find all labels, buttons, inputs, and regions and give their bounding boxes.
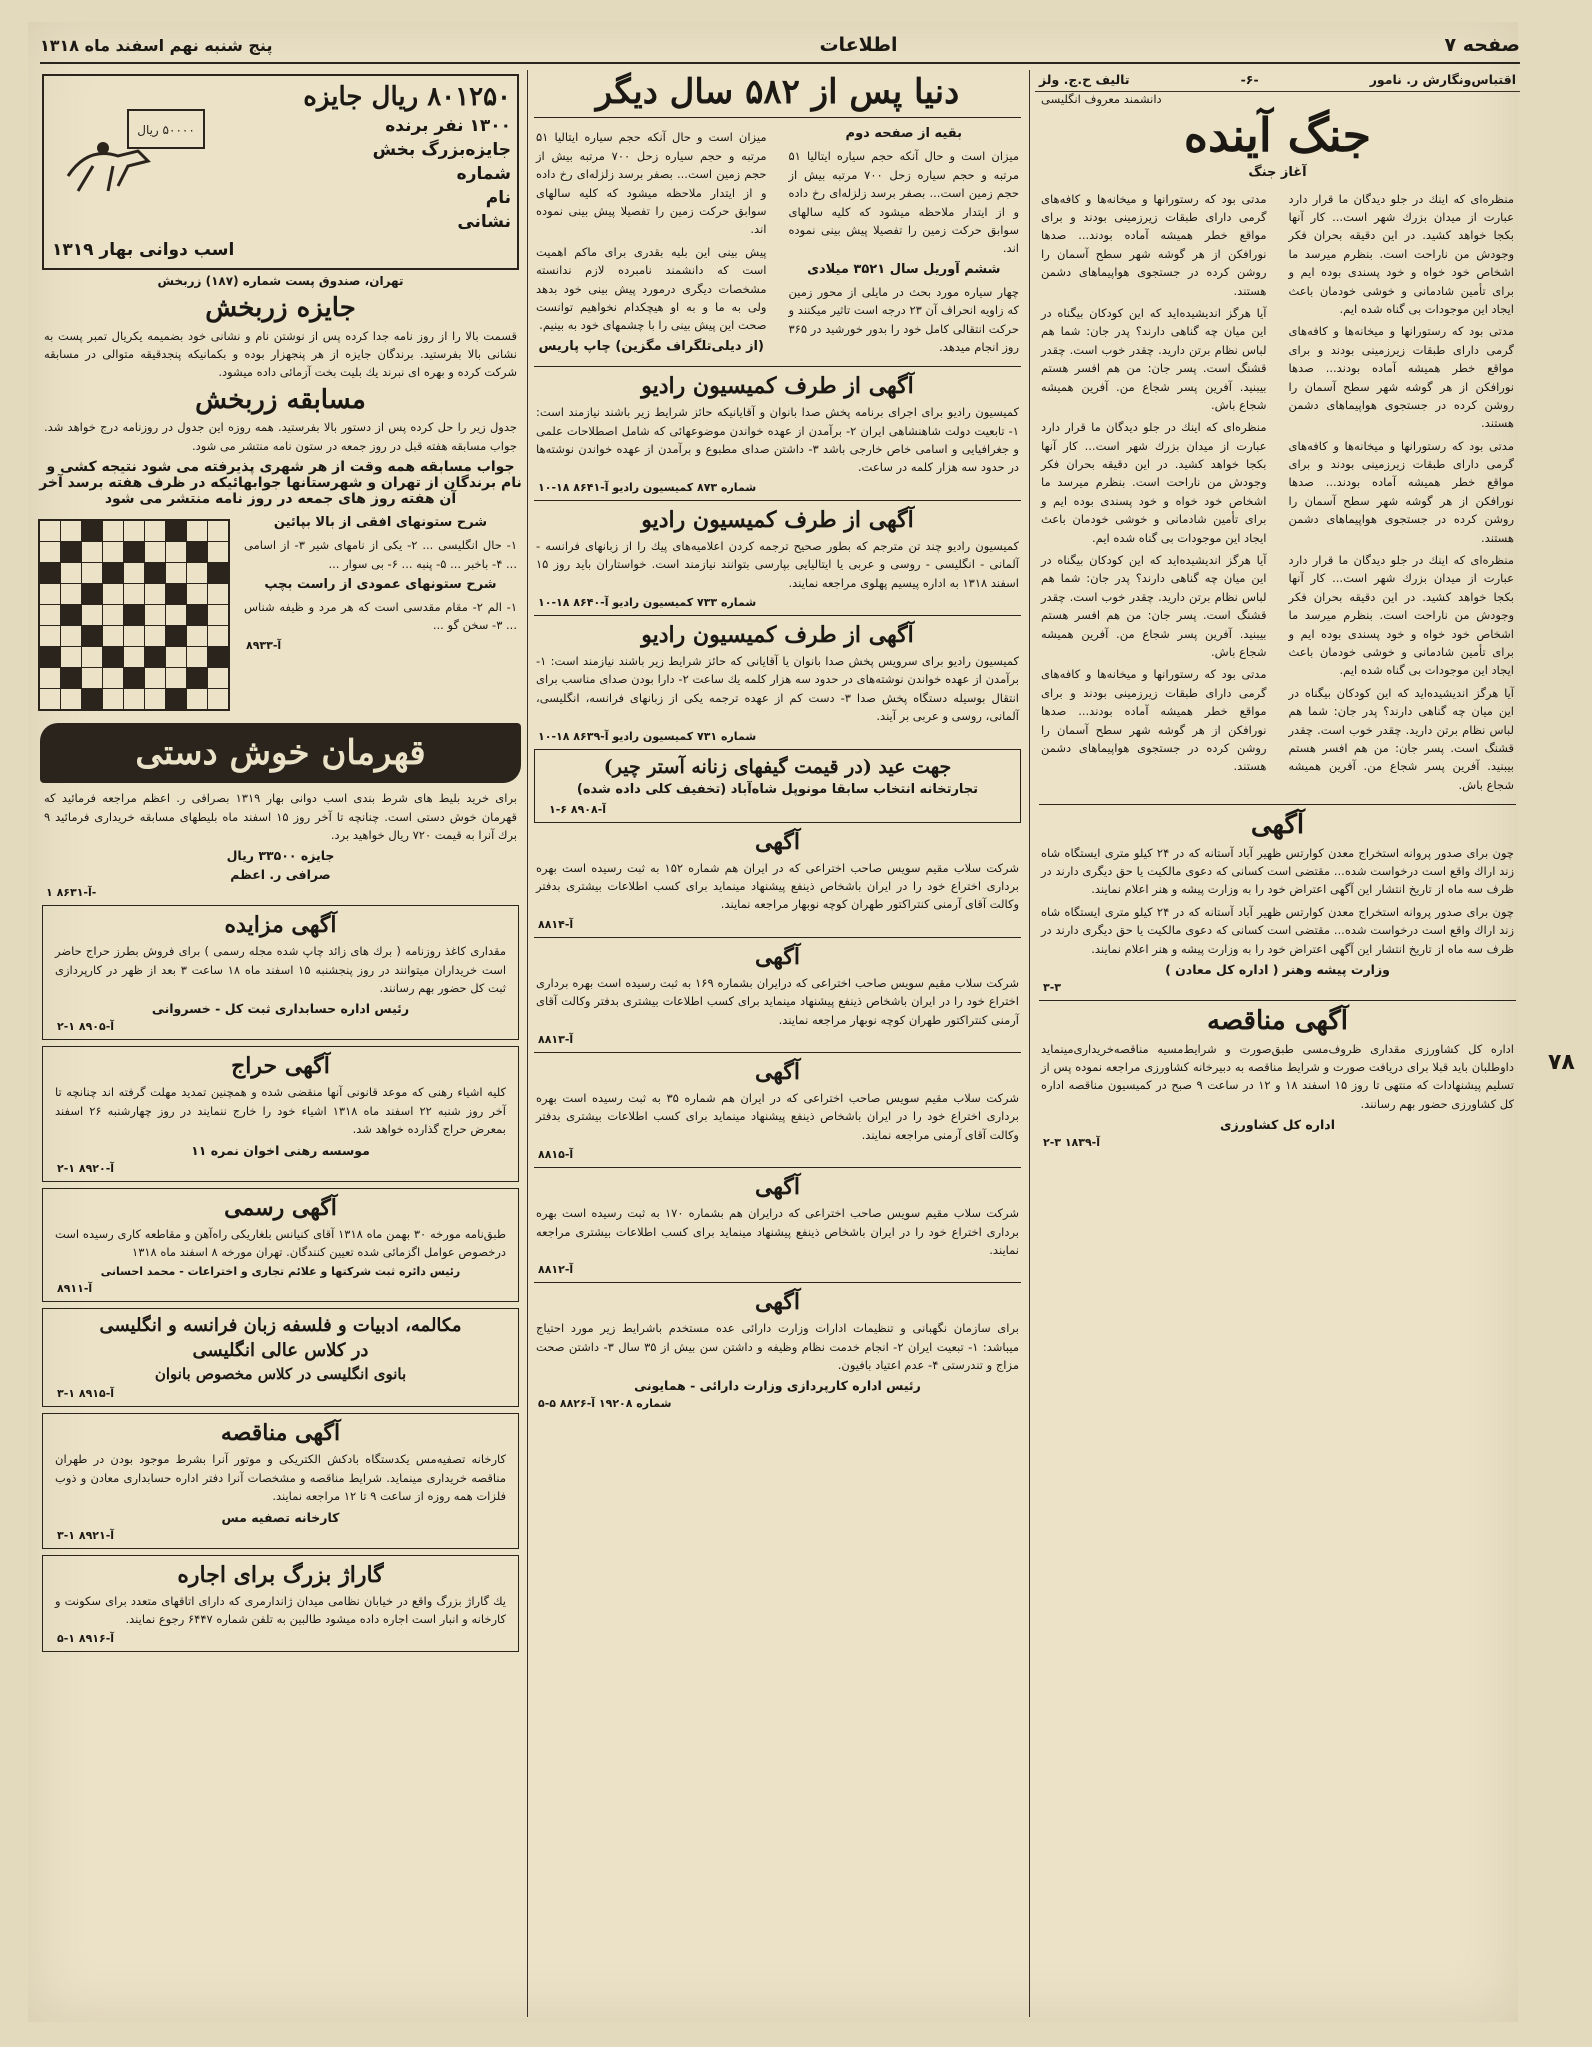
tender-title: آگهی مناقصه xyxy=(220,1420,341,1447)
answer-note: جواب مسابقه همه وقت از هر شهری پذیرفته می شود نتیجه کشی و نام برندگان از تهران و شهرستانها جوابهائیکه در ظرف هفته برسد آخر آن هفته روز های جمعه در روز نامه منتشر می شود xyxy=(39,459,522,508)
crossword xyxy=(38,513,523,717)
patent-ad-title: آگهی xyxy=(754,1174,801,1201)
patent-ad-ref: آ-۸۸۱۲ xyxy=(538,1263,574,1277)
radio-ad-body: کمیسیون رادیو برای اجرای برنامه پخش صدا بانوان و آقایانیکه حائز شرایط زیر باشند نیازمند است: ۱- تابعیت دولت شاهنشاهی ایران ۲- برآمدن از عهده خواندن موضوعهائی که شامل اصطلاحات علمی و جغرافیایی و اسامی خاص خارجی باشد ۳- داشتن صدای مطبوع و برآمدن از عهده خواندن نوشته‌ها در حدود سه هزار کلمه در ساعت. xyxy=(536,405,1019,475)
prize-title: جایزه زربخش xyxy=(205,293,356,323)
patent-ad-title: آگهی xyxy=(754,1058,801,1085)
ad-body: چون برای صدور پروانه استخراج معدن کوارتس ظهیر آباد آستانه که در ۲۴ کیلو متری ایستگاه شاه زند اراك واقع است درخواست شده... مقتضی است کسانی که دعوی مالکیت یا حق دیگری دارند در ظرف سه ماه از تاریخ انتشار این آگهی اعتراض خود را به وزارت پیشه و هنر اعلام نمایند. xyxy=(1041,845,1514,897)
finance-ad-title: آگهی xyxy=(754,1289,801,1316)
patent-ad-body: شرکت سلاب مقیم سویس صاحب اختراعی که درایران بشماره ۱۶۹ به ثبت رسیده است بهره برداری اختراع خود را در ایران باشخاص ذینفع پیشنهاد مینماید برای کسب اطلاعات بیشتری بدفتر وکالت آقای آرمنی کنتراکتور طهران کوچه نوبهار مراجعه نمایند. xyxy=(536,975,1019,1027)
paragraph: میزان است و حال آنکه حجم سیاره ایتالیا ۵۱ مرتبه و حجم سیاره زحل ۷۰۰ مرتبه بیش از حجم زمین است... بصفر برسد زلزله‌ای رخ داده و از ایتدار ملاحظه میشود که کلیه سالهای سوابق حرکت زمین را تفصیلا پیش بینی نموده اند. xyxy=(536,130,767,237)
paragraph: آیا هرگز اندیشیده‌اید که این کودکان بیگناه در این میان چه گناهی دارند؟ پدر جان: شما هم لباس نظام برتن دارید. چقدر خوب است. چقدر قشنگ است. پسر جان: من هم افسر هستم بیبنید. آفرین پسر شجاع من. آفرین همیشه شجاع باش. xyxy=(1288,685,1514,792)
lottery-number-label: شماره xyxy=(456,164,511,184)
official-signature: رئیس دائره ثبت شرکتها و علائم تجاری و اختراعات - محمد احسانی xyxy=(100,1265,461,1279)
radio-ad-ref: شماره ۷۳۳ کمیسیون رادیو آ-۸۶۴۰ ۱۸-۱۰ xyxy=(538,596,757,610)
issue-date: پنج شنبه نهم اسفند ماه ۱۳۱۸ xyxy=(40,35,273,55)
episode-number: -۶- xyxy=(1240,72,1259,87)
tender-signature: اداره کل کشاورزی xyxy=(1220,1117,1335,1133)
haraj-ref: آ-۸۹۲۰ ۱-۲ xyxy=(57,1161,115,1175)
ad-body: چون برای صدور پروانه استخراج معدن کوارتس ظهیر آباد آستانه که در ۲۴ کیلو متری ایستگاه شاه زند اراك واقع است درخواست شده... مقتضی است کسانی که دعوی مالکیت یا حق دیگری دارند در ظرف سه ماه از تاریخ انتشار این آگهی اعتراض خود را به وزارت پیشه و هنر اعلام نمایند. xyxy=(1041,904,1514,956)
language-line-2: در کلاس عالی انگلیسی xyxy=(192,1340,369,1362)
paragraph: منظره‌ای که اینك در جلو دیدگان ما قرار دارد عبارت از میدان بزرك شهر است... کار آنها بکجا خواهد کشید. در این دقیقه بحران فکر وجودش من ناراحت است. بنظرم میرسد ما اشخاص خود خواه و خود پسندی بوده ایم و برای تأمین شادمانی و خوشی خودمان باعث ایجاد این موجودات بی گناه شده ایم. xyxy=(1288,553,1514,678)
masthead xyxy=(40,28,1520,64)
column-divider xyxy=(1029,70,1030,2017)
garage-ref: آ-۸۹۱۶ ۱-۵ xyxy=(57,1632,115,1646)
paragraph: میزان است و حال آنکه حجم سیاره ایتالیا ۵۱ مرتبه و حجم سیاره زحل ۷۰۰ مرتبه بیش از حجم زمین است... بصفر برسد زلزله‌ای رخ داده و از ایتدار ملاحظه میشود که کلیه سالهای سوابق حرکت زمین را تفصیلا پیش بینی نموده اند. xyxy=(788,149,1020,256)
tender-body: کارخانه تصفیه‌مس یکدستگاه بادکش الکتریکی و موتور آنرا بشرط موجود بودن در طهران مناقصه خریداری مینماید. شرایط مناقصه و مشخصات آنرا دفتر اداره حسابداری معادن و ذوب فلزات همه روزه از ساعت ۹ تا ۱۲ مراجعه نمایند. xyxy=(55,1452,506,1504)
down-title: شرح ستونهای عمودی از راست بچپ xyxy=(264,576,497,592)
patent-ad-body: شرکت سلاب مقیم سویس صاحب اختراعی که در ایران هم شماره ۱۵۲ به ثبت رسیده است بهره برداری اختراع خود را در ایران باشخاص ذینفع پیشنهاد مینماید برای کسب اطلاعات بیشتری بدفتر وکالت آقای آرمنی کنتراکتور طهران کوچه نوبهار مراجعه نمایند. xyxy=(536,860,1019,912)
newspaper-name: اطلاعات xyxy=(819,34,898,56)
auction-body: مقداری کاغذ روزنامه ( برك های زائد چاپ شده مجله رسمی ) برای فروش بطرز حراج حاضر است خریداران میتوانند در روز پنجشنبه ۱۵ اسفند ماه ۱۸ ساعت ۳ بعد از ظهر در کارپردازی ثبت کل حضور بهم رسانند. xyxy=(55,944,507,996)
hero-banner: قهرمان خوش دستی xyxy=(40,723,521,783)
eid-ad-ref: آ-۸۹۰۸ ۶-۱ xyxy=(549,802,607,816)
crossword-grid xyxy=(38,519,230,711)
author-credit: تالیف ح.ج. ولز xyxy=(1039,72,1130,87)
paragraph: مدتی بود که رستورانها و میخانه‌ها و کافه‌های گرمی دارای طبقات زیرزمینی بودند و برای مواقع خطر همیشه آماده بودند... صدها نورافکن از هر گوشه شهر سطح آسمان را روشن کرده در جستجوی هواپیماهای دشمن هستند. xyxy=(1288,438,1514,545)
lottery-season: اسب دوانی بهار ۱۳۱۹ xyxy=(52,240,235,260)
radio-ad-body: کمیسیون رادیو برای سرویس پخش صدا بانوان یا آقایانی که حائز شرایط زیر باشند نیازمند است: ۱- برآمدن از عهده خواندن نوشته‌های در حدود سه هزار کلمه یك ساعت ۲- دارا بودن صدای مناسب برای انتقال بوسیله دستگاه پخش صدا ۳- دست کم از عهده ترجمه یکی از زبانهای فرانسه، انگلیسی، آلمانی، روسی و عربی بر آیند. xyxy=(536,654,1019,724)
banner-prize: جایزه ۳۳۵۰۰ ریال xyxy=(226,848,335,864)
ad-reference: ۳-۳ xyxy=(1043,981,1061,995)
paragraph: چهار سیاره مورد بحث در مایلی از محور زمین که زاویه انحراف آن ۲۳ درجه است تاثیر میکنند و حرکت انتقالی کامل خود را بدور خورشید در ۳۶۵ روز انجام میدهد. xyxy=(788,284,1019,354)
radio-ad-title: آگهی از طرف کمیسیون رادیو xyxy=(641,373,914,400)
language-line-1: مکالمه، ادبیات و فلسفه زبان فرانسه و انگلیسی xyxy=(99,1315,462,1337)
official-ad xyxy=(42,1188,519,1303)
prize-header: تهران، صندوق پست شماره (۱۸۷) زربخش xyxy=(157,274,404,288)
garage-body: یك گاراژ بزرگ واقع در خیابان نظامی میدان ژاندارمری که دارای اتاقهای متعدد برای سکونت و کارخانه و انبار است اجاره داده میشود طالبین به تلفن شماره ۶۴۴۷ رجوع نمایند. xyxy=(55,1593,506,1626)
language-ad xyxy=(42,1308,519,1407)
tender-reference: ۲-۳ ۱۸۳۹-آ xyxy=(1043,1136,1101,1150)
radio-ad-ref: شماره ۷۳۱ کمیسیون رادیو آ-۸۶۳۹ ۱۸-۱۰ xyxy=(538,729,757,743)
official-title: آگهی رسمی xyxy=(224,1194,337,1221)
paragraph: منظره‌ای که اینك در جلو دیدگان ما قرار دارد عبارت از میدان بزرك شهر است... کار آنها بکجا خواهد کشید. در این دقیقه بحران فکر وجودش من ناراحت است. بنظرم میرسد ما اشخاص خود خواه و خود پسندی بوده ایم و برای تأمین شادمانی و خوشی خودمان باعث ایجاد این موجودات بی گناه شده ایم. xyxy=(1288,191,1514,316)
paragraph: آیا هرگز اندیشیده‌اید که این کودکان بیگناه در این میان چه گناهی دارند؟ پدر جان: شما هم لباس نظام برتن دارید. چقدر خوب است. چقدر قشنگ است. پسر جان: من هم افسر هستم بیبنید. آفرین پسر شجاع من. آفرین همیشه شجاع باش. xyxy=(1041,553,1267,659)
lottery-winners: ۱۳۰۰ نفر برنده xyxy=(385,116,511,136)
auction-signature: رئیس اداره حسابداری ثبت کل - خسروانی xyxy=(151,1001,410,1017)
patent-ad-title: آگهی xyxy=(754,828,801,855)
puzzle-ref: آ-۸۹۳۳ xyxy=(246,638,282,652)
auction-title: آگهی مزایده xyxy=(224,912,337,939)
ad-title: آگهی xyxy=(1250,810,1305,841)
paragraph: پیش بینی این بلیه بقدری برای ماکم اهمیت است که دانشمند نامبرده لازم ندانسته مشخصات دیگری درمورد پیش بینی خود بدهد ولی به ما و به او هیچکدام نخواهیم توانست صحت این پیش بینی را با چشمهای خود به بینیم. xyxy=(536,244,767,333)
eid-ad-body: تجارتخانه انتخاب سابقا مونوپل شاه‌آباد (تخفیف کلی داده شده) xyxy=(576,781,979,797)
radio-ad-body: کمیسیون رادیو چند تن مترجم که بطور صحیح ترجمه کردن اعلامیه‌های پیك را از زبانهای فرانسه - آلمانی - انگلیسی - روسی و عربی یا ایتالیایی بپارسی بتوانند نیازمند است. خواستاران باید روز ۱۵ اسفند ۱۳۱۸ به اداره پیسیم پهلوی مراجعه نمایند. xyxy=(536,538,1019,590)
language-line-3: بانوی انگلیسی در کلاس مخصوص بانوان xyxy=(154,1365,407,1384)
lottery-prize: ۸۰۱۲۵۰ ریال جایزه xyxy=(303,82,511,112)
cheque-amount: ۵۰۰۰۰ ریال xyxy=(137,123,195,137)
finance-ad-signature: رئیس اداره کارپردازی وزارت دارائی - همایونی xyxy=(634,1378,921,1394)
across-clues: ۱- حال انگلیسی ... ۲- یکی از نامهای شیر ۳- از اسامی ... ۴- باخبر ... ۵- پنبه ... ۶- بی سوار ... xyxy=(244,538,518,571)
tender-title: آگهی مناقصه xyxy=(1207,1006,1348,1037)
patent-ad-ref: آ-۸۸۱۳ xyxy=(538,1032,574,1046)
lottery-badge: جایزه‌بزرگ بخش xyxy=(372,140,511,160)
tender-ad xyxy=(42,1413,519,1548)
patent-ad-title: آگهی xyxy=(754,943,801,970)
horse-race-icon xyxy=(58,106,208,196)
article-title: جنگ آینده xyxy=(1183,108,1372,162)
radio-ad-ref: شماره ۸۷۳ کمیسیون رادیو آ-۸۶۴۱ ۱۸-۱۰ xyxy=(538,480,757,494)
lottery-coupon xyxy=(42,74,519,270)
haraj-signature: موسسه رهنی اخوان نمره ۱۱ xyxy=(191,1142,370,1158)
patent-ad-ref: آ-۸۸۱۵ xyxy=(538,1148,574,1162)
column-left xyxy=(38,70,523,2017)
column-divider xyxy=(527,70,528,2017)
page-number: صفحه ۷ xyxy=(1444,34,1520,56)
tender-ref: آ-۸۹۲۱ ۱-۳ xyxy=(57,1528,115,1542)
article-body xyxy=(530,124,1025,360)
lottery-address-label: نشانی xyxy=(457,212,511,232)
patent-ad-ref: آ-۸۸۱۴ xyxy=(538,917,574,931)
eid-ad xyxy=(534,749,1021,823)
haraj-body: کلیه اشیاء رهنی که موعد قانونی آنها منقضی شده و همچنین تمدید مهلت گرفته اند چنانچه تا آخر روز شنبه ۲۲ اسفند ماه ۱۳۱۸ اشیاء خود را خارج ننمایند در روز چهارشنبه ۲۶ اسفند بمعرض حراج گذارده خواهد شد. xyxy=(55,1085,506,1137)
continued-note: بقیه از صفحه دوم xyxy=(845,126,962,142)
banner-signature: صرافی ر. اعظم xyxy=(230,867,331,883)
margin-annotation: ۷۸ xyxy=(1548,1050,1575,1075)
tender-body: اداره کل کشاورزی مقداری ظروف‌مسی طبق‌صورت و شرایط‌مسیه مناقصه‌خریداری‌مینماید داوطلبان باید قبلا برای دریافت صورت و شرایط مناقصه به دبیرخانه کشاورزی مراجعه نموده پس از تسلیم پیشنهادات که منتهی تا روز ۱۵ اسفند ۱۸ و ۱۲ در ساعت ۹ صبح در کمیسیون مناقصه اداره کل کشاورزی حضور بهم رسانند. xyxy=(1041,1041,1515,1111)
contest-body: جدول زیر را حل کرده پس از دستور بالا بفرستید. همه روزه این جدول در روزنامه درج خواهد شد. جواب مسابقه هفته قبل در روز جمعه در ستون نامه منتشر می شود. xyxy=(44,420,517,453)
paragraph: منظره‌ای که اینك در جلو دیدگان ما قرار دارد عبارت از میدان بزرك شهر است... کار آنها بکجا خواهد کشید. در این دقیقه بحران فکر وجودش من ناراحت است. بنظرم میرسد ما اشخاص خود خواه و خود پسندی بوده ایم و برای تأمین شادمانی و خوشی خودمان باعث ایجاد این موجودات بی گناه شده ایم. xyxy=(1041,420,1267,545)
radio-ad-title: آگهی از طرف کمیسیون رادیو xyxy=(641,506,914,533)
tender-signature: کارخانه تصفیه مس xyxy=(221,1509,340,1525)
language-ref: آ-۸۹۱۵ ۱-۳ xyxy=(57,1387,115,1401)
ad-signature: وزارت پیشه وهنر ( اداره کل معادن ) xyxy=(1165,962,1390,978)
finance-ad-ref: شماره ۱۹۲۰۸ آ-۸۸۲۶ ۵-۵ xyxy=(538,1397,672,1411)
auction-ad xyxy=(42,905,519,1040)
down-clues: ۱- الم ۲- مقام مقدسی است که هر مرد و ظیفه شناس ... ۳- سخن گو ... xyxy=(244,599,517,633)
eid-ad-title: جهت عید (در قیمت گیفهای زنانه آستر چیر) xyxy=(603,755,952,778)
garage-title: گاراژ بزرگ برای اجاره xyxy=(177,1561,384,1588)
garage-ad xyxy=(42,1555,519,1653)
official-ref: آ-۸۹۱۱ xyxy=(57,1282,93,1296)
radio-ad-title: آگهی از طرف کمیسیون رادیو xyxy=(641,622,914,649)
auction-ref: آ-۸۹۰۵ ۱-۲ xyxy=(57,1020,115,1034)
contest-title: مسابقه زربخش xyxy=(195,384,366,415)
serial-meta xyxy=(1035,70,1520,92)
article-source: (از دیلی‌تلگراف مگزین) چاپ پاریس xyxy=(538,338,764,354)
paragraph: مدتی بود که رستورانها و میخانه‌ها و کافه‌های گرمی دارای طبقات زیرزمینی بودند و برای مواقع خطر همیشه آماده بودند... صدها نورافکن از هر گوشه شهر سطح آسمان را روشن کرده در جستجوی هواپیماهای دشمن هستند. xyxy=(1041,191,1267,298)
banner-body: برای خرید بلیط های شرط بندی اسب دوانی بهار ۱۳۱۹ بصرافی ر. اعظم مراجعه فرمائید که قهرمان خوش دستی است. چنانچه تا آخر روز ۱۵ اسفند ماه بلیطهای مسابقه خریداری فرمائید ۹ برك آنرا به قیمت ۷۲۰ ریال خواهید برد. xyxy=(44,791,517,842)
paragraph: مدتی بود که رستورانها و میخانه‌ها و کافه‌های گرمی دارای طبقات زیرزمینی بودند و برای مواقع خطر همیشه آماده بودند... صدها نورافکن از هر گوشه شهر سطح آسمان را روشن کرده در جستجوی هواپیماهای دشمن هستند. xyxy=(1041,667,1267,774)
author-subtitle: دانشمند معروف انگلیسی xyxy=(1041,92,1162,106)
section-heading: ششم آوریل سال ۳۵۲۱ میلادی xyxy=(807,261,1001,277)
patent-ad-body: شرکت سلاب مقیم سویس صاحب اختراعی که درایران هم بشماره ۱۷۰ به ثبت رسیده است بهره برداری اختراع خود را در ایران باشخاص ذینفع پیشنهاد مینماید برای کسب اطلاعات بیشتری مراجعه نمایند. xyxy=(536,1206,1019,1257)
adaptation-credit: اقتباس‌ونگارش ر. نامور xyxy=(1369,72,1516,87)
prize-body: قسمت بالا را از روز نامه جدا کرده پس از نوشتن نام و نشانی خود بضمیمه یکریال تمبر پست به نشانی بالا بفرستید. برندگان جایزه از هر پنجهزار بوده و بکمانیکه پنجدقیقه متوالی در مسابقه شرکت کرده و بهره ای نبرند یك بلیت بخت آزمائی داده میشود. xyxy=(44,328,517,380)
banner-ref: آ-۸۶۳۱ ۱- xyxy=(46,886,97,900)
across-title: شرح ستونهای افقی از بالا بپائین xyxy=(273,515,488,531)
article-title: دنیا پس از ۵۸۲ سال دیگر xyxy=(595,72,960,112)
paragraph: آیا هرگز اندیشیده‌اید که این کودکان بیگناه در این میان چه گناهی دارند؟ پدر جان: شما هم لباس نظام برتن دارید. چقدر خوب است. چقدر قشنگ است. پسر جان: من هم افسر هستم بیبنید. آفرین پسر شجاع من. آفرین همیشه شجاع باش. xyxy=(1041,305,1267,412)
column-right xyxy=(1035,70,1520,2017)
official-body: طبق‌نامه مورخه ۳۰ بهمن ماه ۱۳۱۸ آقای کنیانس بلغاریکی راه‌آهن و مقاطعه کاری رسیده است درخصوص عوامل اگزمائی شده تعیین کنندگان. تهران مورخه ۸ اسفند ماه ۱۳۱۸ xyxy=(55,1226,506,1260)
lottery-name-label: نام xyxy=(485,188,511,208)
column-middle xyxy=(530,70,1025,2017)
paragraph: مدتی بود که رستورانها و میخانه‌ها و کافه‌های گرمی دارای طبقات زیرزمینی بودند و برای مواقع خطر همیشه آماده بودند... صدها نورافکن از هر گوشه شهر سطح آسمان را روشن کرده در جستجوی هواپیماهای دشمن هستند. xyxy=(1288,324,1514,431)
patent-ad-body: شرکت سلاب مقیم سویس صاحب اختراعی که در ایران هم شماره ۳۵ به ثبت رسیده است بهره برداری اختراع خود را در ایران باشخاص ذینفع پیشنهاد مینماید برای کسب اطلاعات بیشتری بدفتر وکالت آقای آرمنی مراجعه نمایند. xyxy=(536,1090,1019,1142)
serial-body xyxy=(1035,186,1520,799)
haraj-ad xyxy=(42,1046,519,1181)
finance-ad-body: برای سازمان نگهبانی و تنظیمات ادارات وزارت دارائی عده مستخدم باشرایط زیر مورد احتیاج میباشد: ۱- تبعیت ایران ۲- انجام خدمت نظام وظیفه و داشتن سن بیش از ۳۵ سال ۳- داشتن صحت مزاج و تندرستی ۴- عدم اعتیاد بافیون. xyxy=(536,1321,1020,1373)
article-subtitle: آغاز جنگ xyxy=(1248,164,1307,180)
haraj-title: آگهی حراج xyxy=(231,1053,330,1080)
